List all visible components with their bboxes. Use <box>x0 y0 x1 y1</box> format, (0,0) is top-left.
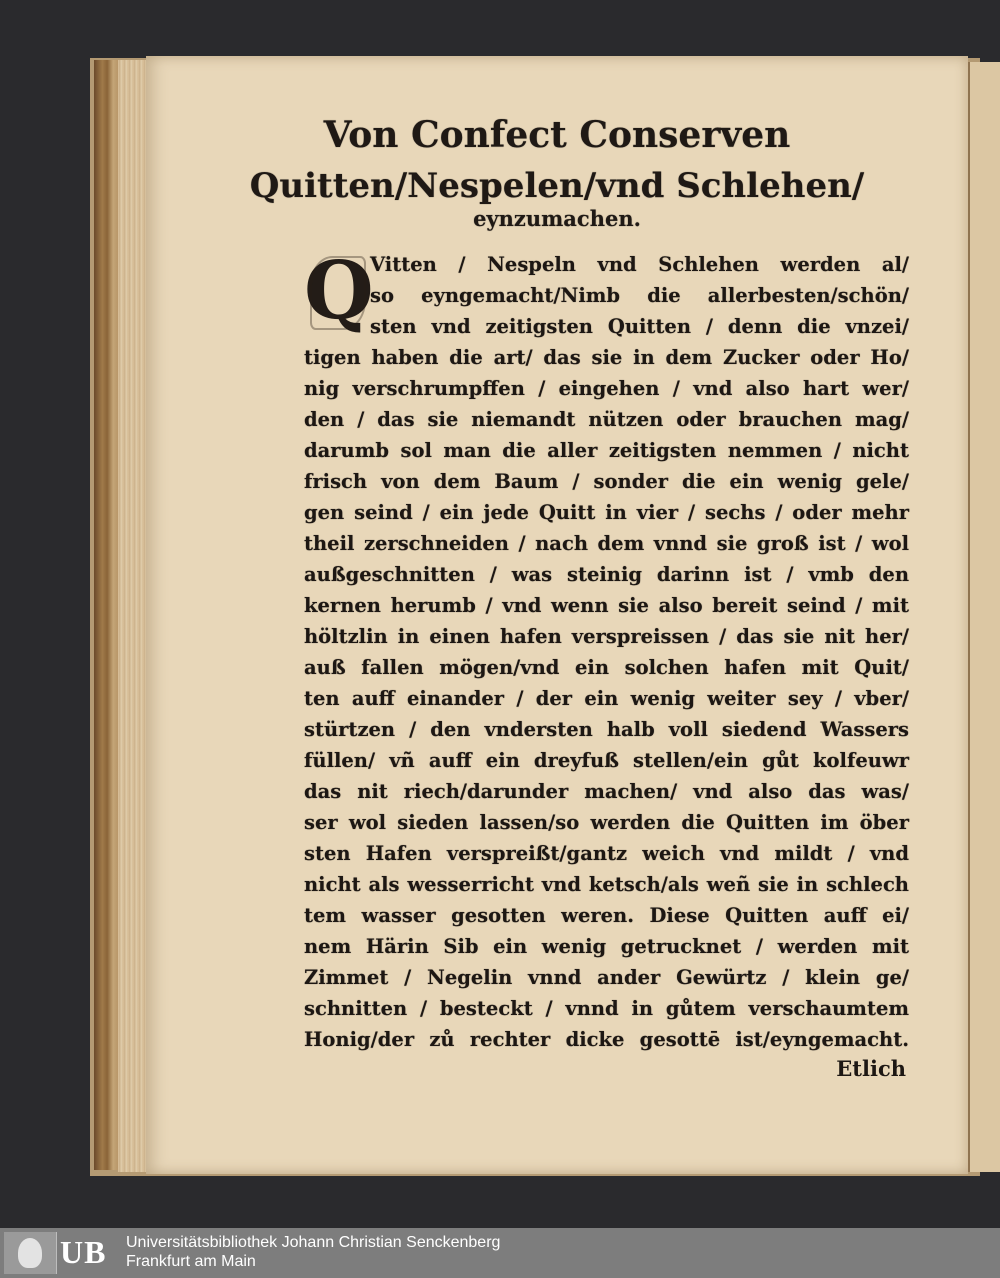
institution-location: Frankfurt am Main <box>126 1253 256 1270</box>
page-subtitle-end: eynzumachen. <box>473 206 641 231</box>
text-line: Vitten / Nespeln vnd Schlehen werden al/ <box>370 253 909 276</box>
text-line: so eyngemacht/Nimb die allerbesten/schön/ <box>370 284 909 307</box>
library-logo[interactable] <box>4 1232 116 1274</box>
text-line: schnitten / besteckt / vnnd in gůtem verschaumtem <box>304 997 909 1020</box>
text-line: sten Hafen verspreißt/gantz weich vnd mildt / vnd <box>304 842 909 865</box>
text-line: gen seind / ein jede Quitt in vier / sechs / oder mehr <box>304 501 909 524</box>
catchword: Etlich <box>836 1056 906 1081</box>
text-line: außgeschnitten / was steinig darinn ist / vmb den <box>304 563 909 586</box>
text-line: ser wol sieden lassen/so werden die Quitten im öber <box>304 811 909 834</box>
text-line: auß fallen mögen/vnd ein solchen hafen mit Quit/ <box>304 656 909 679</box>
page-subtitle: Quitten/Nespelen/vnd Schlehen/ <box>249 166 865 206</box>
footer-bar <box>0 1228 1000 1278</box>
text-line: nig verschrumpffen / eingehen / vnd also hart wer/ <box>304 377 909 400</box>
text-line: das nit riech/darunder machen/ vnd also das was/ <box>304 780 909 803</box>
text-line: kernen herumb / vnd wenn sie also bereit seind / mit <box>304 594 909 617</box>
institution-name: Universitätsbibliothek Johann Christian Senckenberg <box>126 1234 501 1251</box>
text-line: sten vnd zeitigsten Quitten / denn die vnzei/ <box>370 315 909 338</box>
text-line: höltzlin in einen hafen verspreissen / das sie nit her/ <box>304 625 909 648</box>
text-line: theil zerschneiden / nach dem vnnd sie groß ist / wol <box>304 532 909 555</box>
text-line: tigen haben die art/ das sie in dem Zucker oder Ho/ <box>304 346 909 369</box>
text-line: nicht als wesserricht vnd ketsch/als weñ sie in schlech <box>304 873 909 896</box>
text-line: füllen/ vñ auff ein dreyfuß stellen/ein gůt kolfeuwr <box>304 749 909 772</box>
text-line: Zimmet / Negelin vnnd ander Gewürtz / klein ge/ <box>304 966 909 989</box>
text-line: darumb sol man die aller zeitigsten nemmen / nicht <box>304 439 909 462</box>
text-line: ten auff einander / der ein wenig weiter sey / vber/ <box>304 687 909 710</box>
decorated-initial: Q <box>304 243 374 337</box>
portrait-icon <box>4 1232 57 1274</box>
next-page-edge <box>968 62 1000 1172</box>
logo-text: UB <box>60 1234 107 1270</box>
text-line: nem Härin Sib ein wenig getrucknet / werden mit <box>304 935 909 958</box>
text-line: frisch von dem Baum / sonder die ein wenig gele/ <box>304 470 909 493</box>
book-page <box>146 56 968 1174</box>
text-line: stürtzen / den vndersten halb voll siedend Wassers <box>304 718 909 741</box>
text-line: Honig/der zů rechter dicke gesottē ist/eyngemacht. <box>304 1028 909 1051</box>
book-spine-edge <box>94 60 118 1170</box>
text-line: tem wasser gesotten weren. Diese Quitten auff ei/ <box>304 904 909 927</box>
page-stack-edge <box>118 60 148 1172</box>
text-line: den / das sie niemandt nützen oder brauchen mag/ <box>304 408 909 431</box>
page-title: Von Confect Conserven <box>323 114 791 156</box>
